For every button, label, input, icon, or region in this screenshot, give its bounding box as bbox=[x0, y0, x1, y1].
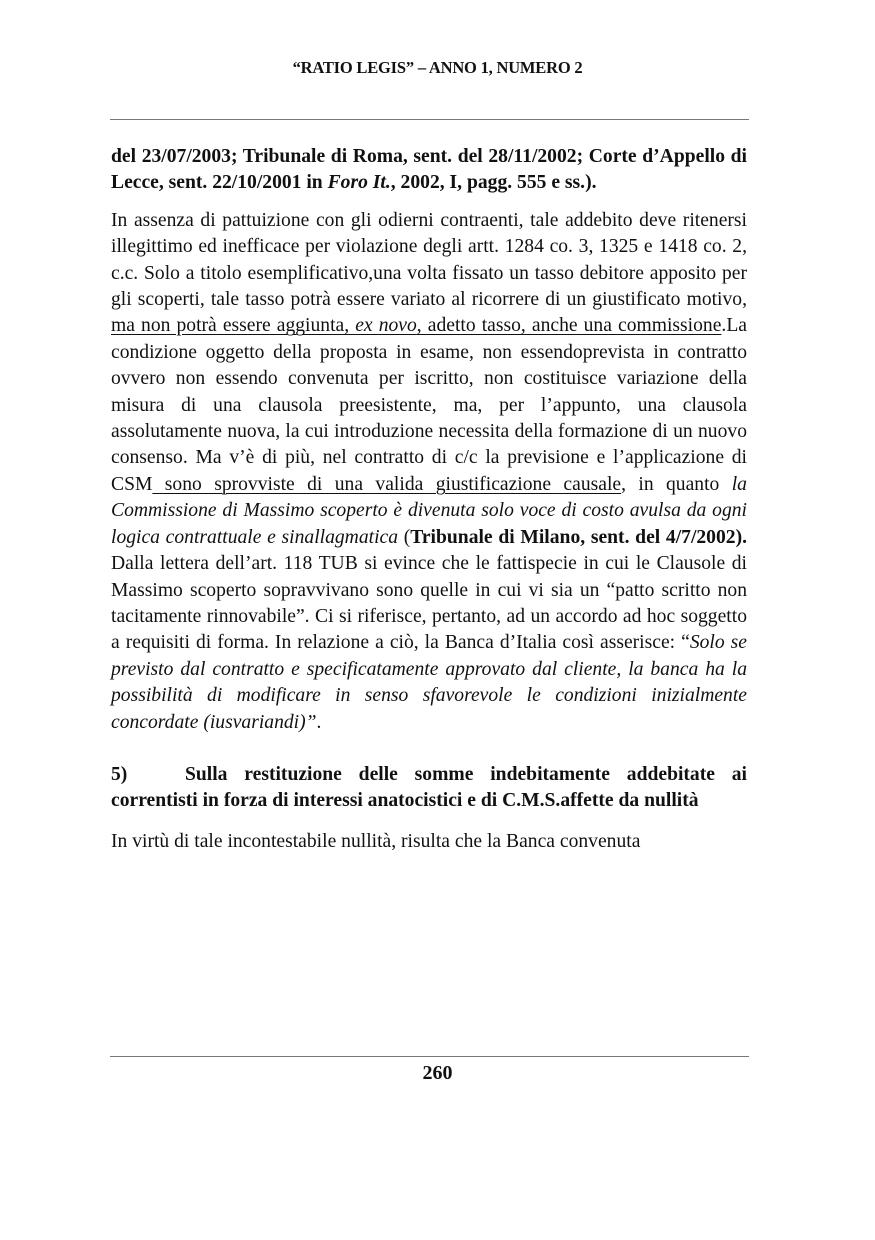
page-body bbox=[111, 144, 747, 855]
citation-journal: Foro It. bbox=[327, 172, 391, 194]
footer-divider bbox=[110, 1056, 749, 1057]
underlined-text: sono sprovviste di una valida giustificazione causale bbox=[152, 473, 622, 495]
underlined-text bbox=[111, 315, 721, 336]
underlined-run: , adetto tasso, anche una commissione bbox=[416, 315, 722, 337]
italic-quote: Solo se previsto dal contratto e specificatamente approvato dal cliente, la banca ha la possibilità di modificare in senso sfavorevole le condizioni inizialmente concordate (iusvariandi)” bbox=[111, 632, 747, 733]
section-heading bbox=[111, 762, 747, 815]
page-number: 260 bbox=[422, 1062, 453, 1084]
section-number: 5) bbox=[111, 763, 128, 785]
text-run: Dalla lettera dell’art. 118 TUB si evince che le fattispecie in cui le Clausole di Massimo scoperto sopravvivano sono quelle in cui vi sia un “patto scritto non tacitamente rinnovabile”. Ci si riferisce, pertanto, ad un accordo ad hoc soggetto a requisiti di forma. In relazione a ciò, la Banca d’Italia così asserisce: “ bbox=[111, 553, 747, 654]
citation-text: del 23/07/2003; Tribunale di Roma, sent. del 28/11/2002; Corte d’Appello di Lecce, sent. 22/10/2001 in bbox=[111, 146, 747, 194]
underlined-italic-run: ex novo bbox=[355, 315, 417, 337]
text-run: .La condizione oggetto della proposta in esame, non essendoprevista in contratto ovvero non essendo convenuta per iscritto, non costituisce variazione della misura di una clausola preesistente, ma, per l’appunto, una clausola assolutamente nuova, la cui introduzione necessita della formazione di un nuovo consenso. Ma v’è di più, nel contratto di c/c la previsione e l’applicazione di CSM bbox=[111, 315, 747, 495]
body-paragraph-start: In virtù di tale incontestabile nullità, risulta che la Banca convenuta bbox=[111, 830, 641, 852]
underlined-run: ma non potrà essere aggiunta, bbox=[111, 315, 356, 337]
text-run: , in quanto bbox=[621, 473, 732, 495]
bold-citation: Tribunale di Milano, sent. del 4/7/2002). bbox=[410, 526, 747, 548]
citation-continuation bbox=[111, 144, 747, 197]
text-run: In assenza di pattuizione con gli odierni contraenti, tale addebito deve ritenersi illegittimo ed inefficace per violazione degli artt. 1284 co. 3, 1325 e 1418 co. 2, c.c. Solo a titolo esemplificativo,una volta fissato un tasso debitore apposito per gli scoperti, tale tasso potrà essere variato al ricorrere di un giustificato motivo, bbox=[111, 209, 747, 311]
italic-quote: la Commissione di Massimo scoperto è divenuta solo voce di costo avulsa da ogni logica contrattuale e sinallagmatica bbox=[111, 473, 747, 548]
running-header: “RATIO LEGIS” – ANNO 1, NUMERO 2 bbox=[292, 58, 583, 77]
body-paragraph bbox=[111, 208, 747, 736]
text-run: . bbox=[316, 711, 322, 733]
citation-text-end: , 2002, I, pagg. 555 e ss.). bbox=[390, 172, 597, 194]
header-divider bbox=[110, 119, 749, 120]
section-title: Sulla restituzione delle somme indebitamente addebitate ai correntisti in forza di interessi anatocistici e di C.M.S.affette da nullità bbox=[111, 763, 747, 812]
text-run: ( bbox=[398, 526, 411, 548]
